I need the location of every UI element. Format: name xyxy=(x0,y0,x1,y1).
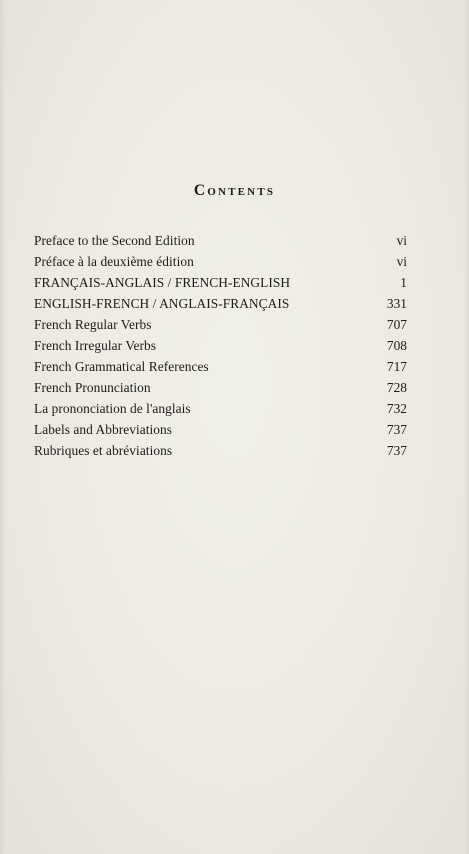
toc-entry xyxy=(34,272,407,293)
toc-entry-page: 737 xyxy=(386,443,407,458)
toc-entry-page: 732 xyxy=(386,401,407,416)
toc-entry-page: 717 xyxy=(386,359,407,374)
toc-entry-title: FRANÇAIS-ANGLAIS / FRENCH-ENGLISH xyxy=(34,275,291,290)
toc-entry-title: French Irregular Verbs xyxy=(34,338,157,353)
toc-entry xyxy=(34,419,407,440)
toc-entry-page: 728 xyxy=(386,380,407,395)
toc-entry-page: vi xyxy=(396,254,407,269)
toc-entry-title: Labels and Abbreviations xyxy=(34,422,173,437)
toc-entry xyxy=(34,230,407,251)
toc-entry-title: La prononciation de l'anglais xyxy=(34,401,191,416)
toc-entry-page: 708 xyxy=(386,338,407,353)
toc-entry xyxy=(34,356,407,377)
toc-entry-title: French Grammatical References xyxy=(34,359,209,374)
toc-entry-title: Préface à la deuxième édition xyxy=(34,254,194,269)
page-title: Contents xyxy=(193,182,276,199)
table-of-contents xyxy=(34,230,407,461)
toc-entry-title: Rubriques et abréviations xyxy=(34,443,173,458)
toc-entry-page: 707 xyxy=(386,317,407,332)
toc-entry xyxy=(34,251,407,272)
toc-entry-page: 1 xyxy=(400,275,407,290)
toc-entry-title: French Regular Verbs xyxy=(34,317,152,332)
page-edge-shadow-right xyxy=(464,0,469,854)
toc-entry-page: 331 xyxy=(386,296,407,311)
toc-entry xyxy=(34,293,407,314)
toc-entry-title: ENGLISH-FRENCH / ANGLAIS-FRANÇAIS xyxy=(34,296,290,311)
toc-entry-page: vi xyxy=(396,233,407,248)
toc-entry xyxy=(34,398,407,419)
toc-entry-title: French Pronunciation xyxy=(34,380,151,395)
toc-entry-title: Preface to the Second Edition xyxy=(34,233,195,248)
toc-entry xyxy=(34,314,407,335)
toc-entry-page: 737 xyxy=(386,422,407,437)
toc-entry xyxy=(34,377,407,398)
toc-entry xyxy=(34,335,407,356)
page-edge-shadow-left xyxy=(0,0,6,854)
toc-entry xyxy=(34,440,407,461)
